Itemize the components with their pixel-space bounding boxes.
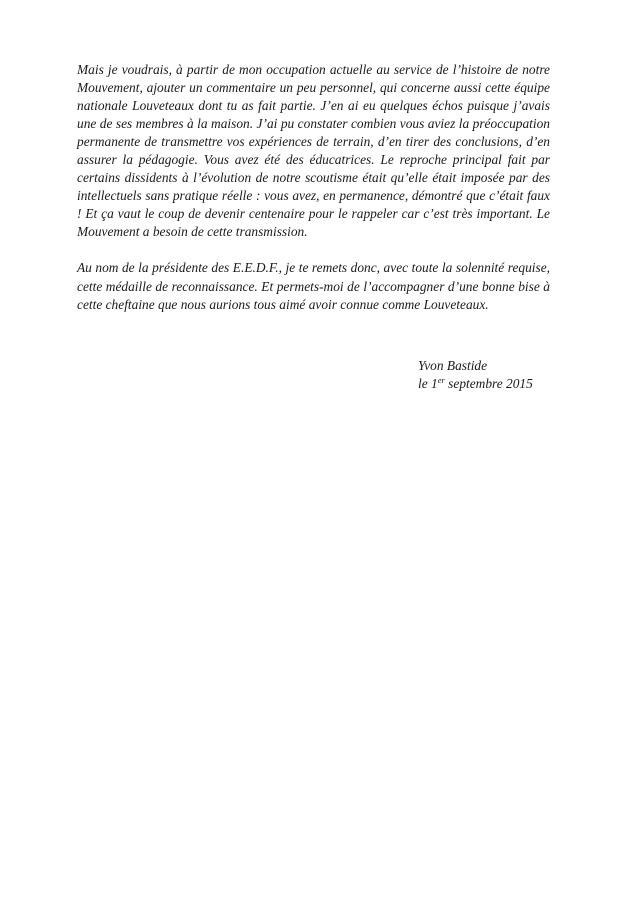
signature-date-ordinal: er [437,375,445,385]
paragraph-spacer [77,241,550,259]
signature-block [418,357,533,393]
letter-body [77,61,550,314]
paragraph-transmission: Mais je voudrais, à partir de mon occupation actuelle au service de l’histoire de notre Mouvement, ajouter un commentaire un peu personnel, qui concerne aussi cette équipe nationale Louveteaux dont tu as fait partie. J’en ai eu quelques échos puisque j’avais une de ses membres à la maison. J’ai pu constater combien vous aviez la préoccupation permanente de transmettre vos expériences de terrain, d’en tirer des conclusions, d’en assurer la pédagogie. Vous avez été des éducatrices. Le reproche principal fait par certains dissidents à l’évolution de notre scoutisme était qu’elle était imposée par des intellectuels sans pratique réelle : vous avez, en permanence, démontré que c’était faux ! Et ça vaut le coup de devenir centenaire pour le rappeler car c’est très important. Le Mouvement a besoin de cette transmission. [77,62,550,240]
signature-name: Yvon Bastide [418,358,488,373]
signature-date [418,375,533,393]
signature-date-prefix: le 1 [418,376,438,391]
paragraph-medal: Au nom de la présidente des E.E.D.F., je te remets donc, avec toute la solennité requise, cette médaille de reconnaissance. Et permets-moi de l’accompagner d’une bonne bise à cette cheftaine que nous aurions tous aimé avoir connue comme Louveteaux. [77,260,550,312]
signature-date-suffix: septembre 2015 [444,376,533,391]
